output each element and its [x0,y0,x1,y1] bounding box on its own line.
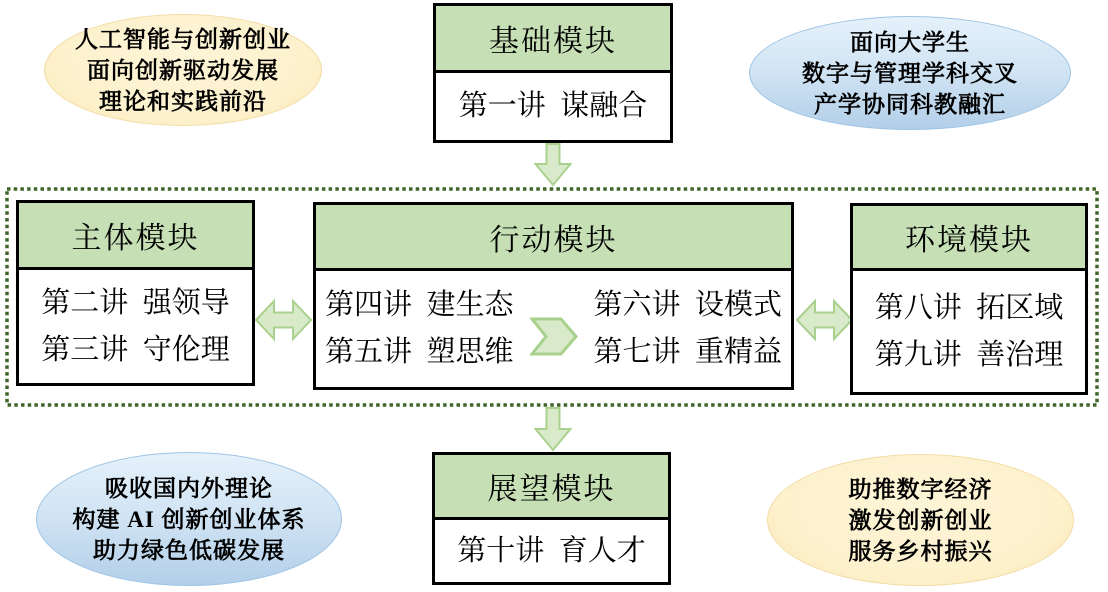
module-foundation-title: 基础模块 [436,6,670,73]
module-action-body [316,271,791,387]
module-environment-title: 环境模块 [853,206,1085,271]
double-arrow-icon [796,298,853,342]
module-environment [850,203,1088,395]
ellipse-line: 面向创新驱动发展 [87,57,279,83]
ellipse-line: 激发创新创业 [848,507,993,533]
module-action-title: 行动模块 [316,205,791,271]
ellipse-bottom-left [36,452,342,586]
module-subject-body [19,270,252,383]
module-outlook-body [435,520,668,582]
lecture-item: 第三讲 守伦理 [41,333,230,366]
module-subject-title: 主体模块 [19,203,252,270]
action-column-right [594,282,783,376]
ellipse-top-left [44,14,322,126]
lecture-item: 第四讲 建生态 [324,289,514,321]
lecture-item: 第八讲 拓区域 [874,291,1064,324]
lecture-item: 第七讲 重精益 [593,336,783,368]
down-arrow-icon [534,407,572,452]
down-arrow-icon [534,143,572,187]
chevron-right-icon [530,317,578,356]
ellipse-top-right [749,16,1071,130]
lecture-item: 第十讲 育人才 [457,534,646,567]
ellipse-line: 面向大学生 [850,29,970,55]
ellipse-bottom-right [767,454,1074,586]
module-foundation-body [436,73,670,140]
ellipse-line: 服务乡村振兴 [848,538,993,564]
module-action [313,202,794,390]
module-outlook [432,452,671,585]
ellipse-line: 构建 AI 创新创业体系 [72,506,306,532]
module-foundation [433,3,673,143]
ellipse-line: 助力绿色低碳发展 [93,537,285,563]
ellipse-line: 吸收国内外理论 [105,475,273,501]
module-outlook-title: 展望模块 [435,455,668,520]
module-environment-body [853,271,1085,392]
action-column-left [325,282,514,376]
module-subject [16,200,255,386]
lecture-item: 第九讲 善治理 [874,338,1064,371]
ellipse-line: 产学协同科教融汇 [814,91,1006,117]
ellipse-line: 理论和实践前沿 [99,88,267,114]
ellipse-line: 人工智能与创新创业 [75,26,291,52]
ellipse-line: 助推数字经济 [848,476,993,502]
lecture-item: 第二讲 强领导 [41,286,230,319]
lecture-item: 第六讲 设模式 [593,289,783,321]
lecture-item: 第一讲 谋融合 [458,90,648,122]
double-arrow-icon [255,298,312,342]
lecture-item: 第五讲 塑思维 [324,336,514,368]
ellipse-line: 数字与管理学科交叉 [802,60,1018,86]
